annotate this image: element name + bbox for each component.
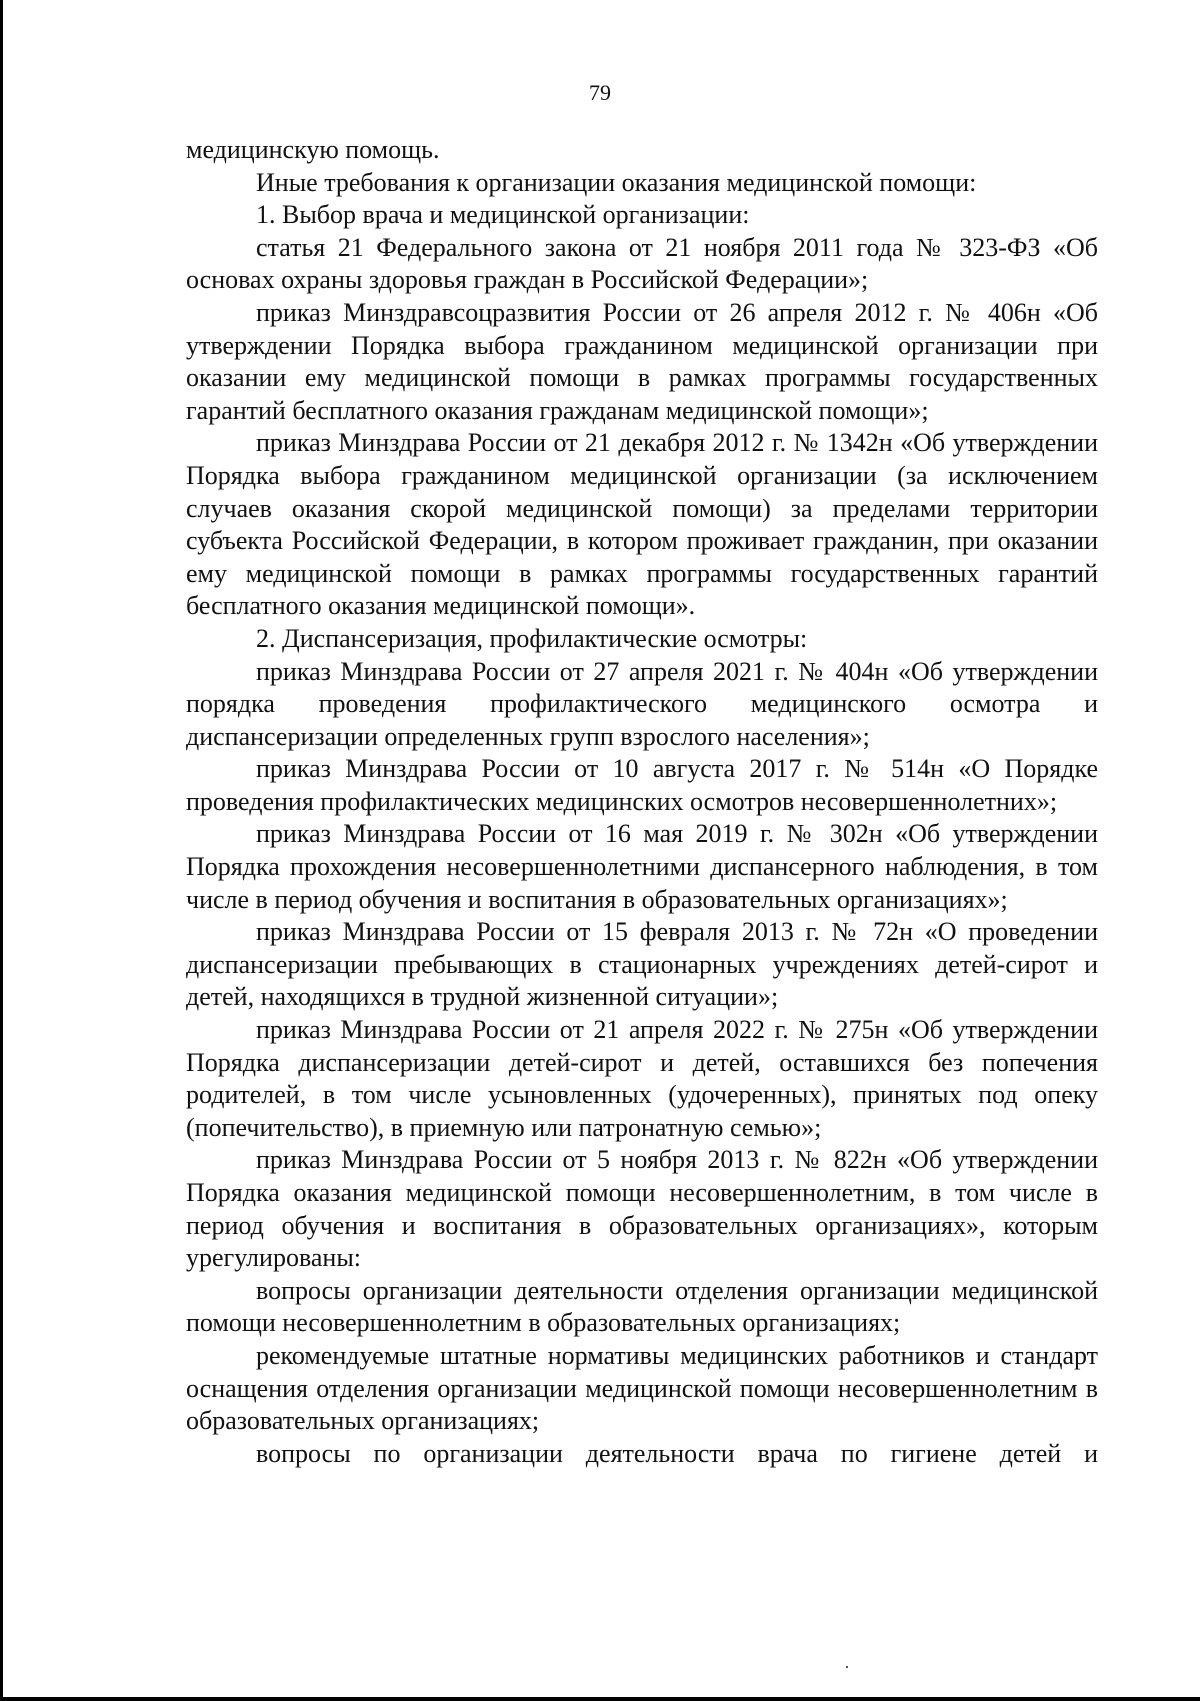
paragraph: вопросы организации деятельности отделения организации медицинской помощи несовершеннолетним в образовательных организациях; [186, 1275, 1098, 1338]
paragraph: рекомендуемые штатные нормативы медицинских работников и стандарт оснащения отделения организации медицинской помощи несовершеннолетним в образовательных организациях; [186, 1340, 1098, 1436]
paragraph: приказ Минздрава России от 10 августа 2017 г. № 514н «О Порядке проведения профилактических медицинских осмотров несовершеннолетних»; [186, 754, 1098, 816]
page-number: 79 [589, 80, 611, 105]
paragraph: Иные требования к организации оказания медицинской помощи: [256, 167, 977, 197]
paragraph: приказ Минздрава России от 21 декабря 2012 г. № 1342н «Об утверждении Порядка выбора гражданином медицинской организации (за исключением случаев оказания скорой медицинской помощи) за пределами территории субъекта Российской Федерации, в котором проживает гражданин, при оказании ему медицинской помощи в рамках программы государственных гарантий бесплатного оказания медицинской помощи». [186, 428, 1098, 621]
paragraph: приказ Минздрава России от 27 апреля 2021 г. № 404н «Об утверждении порядка проведения профилактического медицинского осмотра и диспансеризации определенных групп взрослого населения»; [186, 656, 1098, 751]
scan-edge-bottom [0, 1697, 1200, 1701]
paragraph: приказ Минздравсоцразвития России от 26 апреля 2012 г. № 406н «Об утверждении Порядка выбора гражданином медицинской организации при оказании ему медицинской помощи в рамках программы государственных гарантий бесплатного оказания гражданам медицинской помощи»; [186, 297, 1098, 425]
paragraph: приказ Минздрава России от 21 апреля 2022 г. № 275н «Об утверждении Порядка диспансеризации детей-сирот и детей, оставшихся без попечения родителей, в том числе усыновленных (удочеренных), принятых под опеку (попечительство), в приемную или патронатную семью»; [186, 1015, 1098, 1142]
paragraph: вопросы по организации деятельности врача по гигиене детей и [256, 1438, 1098, 1468]
paragraph: приказ Минздрава России от 16 мая 2019 г. № 302н «Об утверждении Порядка прохождения несовершеннолетними диспансерного наблюдения, в том числе в период обучения и воспитания в образовательных организациях»; [186, 819, 1098, 914]
document-body [186, 134, 1098, 1470]
paragraph: медицинскую помощь. [186, 135, 440, 164]
paragraph: 1. Выбор врача и медицинской организации: [256, 200, 750, 230]
scan-edge-left [0, 0, 3, 1701]
paragraph: 2. Диспансеризация, профилактические осмотры: [256, 623, 808, 653]
scan-speck [846, 1666, 848, 1668]
paragraph: приказ Минздрава России от 15 февраля 2013 г. № 72н «О проведении диспансеризации пребывающих в стационарных учреждениях детей-сирот и детей, находящихся в трудной жизненной ситуации»; [186, 917, 1098, 1012]
paragraph: статья 21 Федерального закона от 21 ноября 2011 года № 323-ФЗ «Об основах охраны здоровья граждан в Российской Федерации»; [186, 232, 1098, 295]
paragraph: приказ Минздрава России от 5 ноября 2013 г. № 822н «Об утверждении Порядка оказания медицинской помощи несовершеннолетним, в том числе в период обучения и воспитания в образовательных организациях», которым урегулированы: [186, 1145, 1098, 1273]
